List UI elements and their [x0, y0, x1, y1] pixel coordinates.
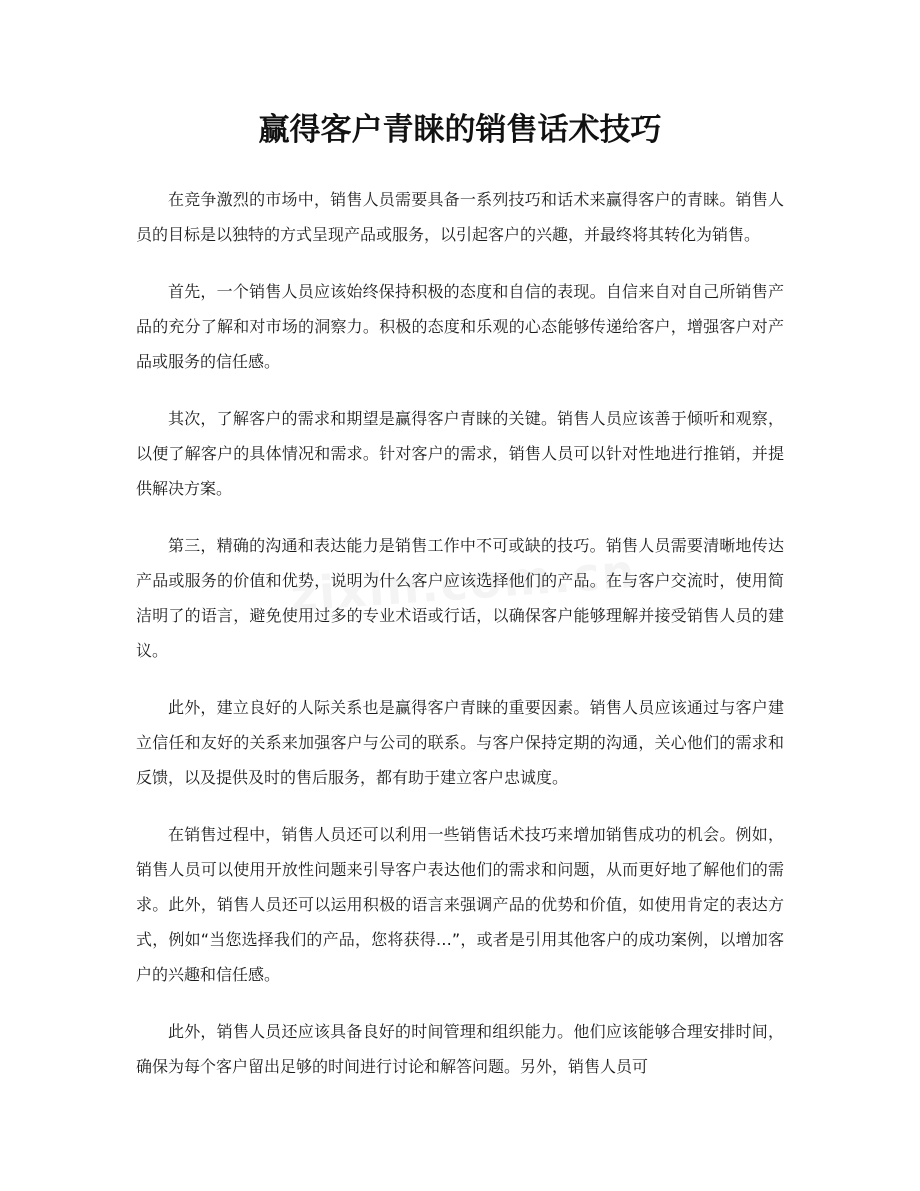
document-title: 赢得客户青睐的销售话术技巧 — [258, 112, 662, 148]
paragraph-third: 第三，精确的沟通和表达能力是销售工作中不可或缺的技巧。销售人员需要清晰地传达产品或服务的价值和优势，说明为什么客户应该选择他们的产品。在与客户交流时，使用简洁明了的语言，避免使用过多的专业术语或行话，以确保客户能够理解并接受销售人员的建议。 — [136, 536, 784, 660]
document-body — [136, 182, 784, 1106]
paragraph-second: 其次，了解客户的需求和期望是赢得客户青睐的关键。销售人员应该善于倾听和观察，以便了解客户的具体情况和需求。针对客户的需求，销售人员可以针对性地进行推销，并提供解决方案。 — [136, 409, 784, 498]
paragraph-time-management: 此外，销售人员还应该具备良好的时间管理和组织能力。他们应该能够合理安排时间，确保为每个客户留出足够的时间进行讨论和解答问题。另外，销售人员可 — [136, 1022, 784, 1076]
paragraph-techniques: 在销售过程中，销售人员还可以利用一些销售话术技巧来增加销售成功的机会。例如，销售人员可以使用开放性问题来引导客户表达他们的需求和问题，从而更好地了解他们的需求。此外，销售人员还可以运用积极的语言来强调产品的优势和价值，如使用肯定的表达方式，例如“当您选择我们的产品，您将获得…”，或者是引用其他客户的成功案例，以增加客户的兴趣和信任感。 — [136, 825, 784, 984]
paragraph-intro: 在竞争激烈的市场中，销售人员需要具备一系列技巧和话术来赢得客户的青睐。销售人员的目标是以独特的方式呈现产品或服务，以引起客户的兴趣，并最终将其转化为销售。 — [136, 190, 784, 244]
paragraph-first: 首先，一个销售人员应该始终保持积极的态度和自信的表现。自信来自对自己所销售产品的充分了解和对市场的洞察力。积极的态度和乐观的心态能够传递给客户，增强客户对产品或服务的信任感。 — [136, 282, 784, 371]
paragraph-relationship: 此外，建立良好的人际关系也是赢得客户青睐的重要因素。销售人员应该通过与客户建立信任和友好的关系来加强客户与公司的联系。与客户保持定期的沟通，关心他们的需求和反馈，以及提供及时的售后服务，都有助于建立客户忠诚度。 — [136, 698, 784, 787]
